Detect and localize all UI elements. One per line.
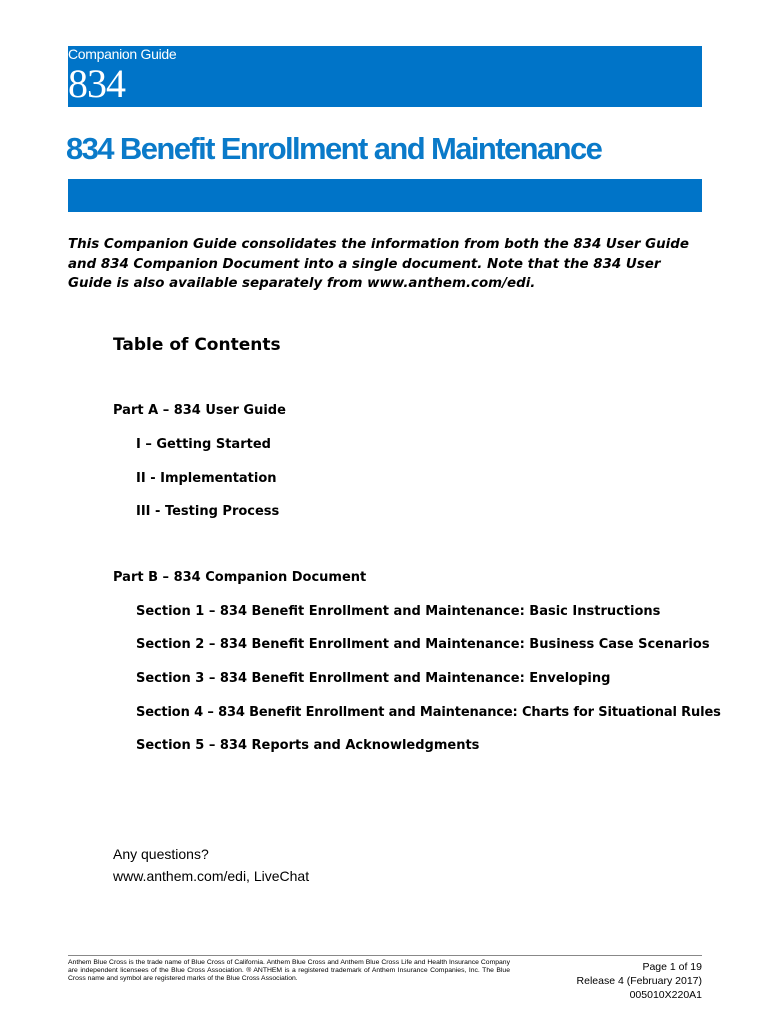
version-code: 005010X220A1 xyxy=(629,989,702,1001)
document-title: 834 Benefit Enrollment and Maintenance xyxy=(66,131,602,166)
footer-divider xyxy=(68,955,702,956)
toc-item-testing-process[interactable]: III - Testing Process xyxy=(136,504,280,519)
intro-paragraph: This Companion Guide consolidates the information from both the 834 User Guide and 834 Companion Document into a single document. Note that the 834 User Guide is also available separately from www.anthem.com/edi. xyxy=(68,237,689,291)
title-band xyxy=(68,179,702,212)
footer-page-info xyxy=(577,960,702,1002)
footer-legal-text: Anthem Blue Cross is the trade name of Blue Cross of California. Anthem Blue Cross and Anthem Blue Cross Life and Health Insurance Company are independent licensees of the Blue Cross Association. ® ANTHEM is a registered trademark of Anthem Insurance Companies, Inc. The Blue Cross name and symbol are registered marks of the Blue Cross Association. xyxy=(68,959,510,982)
toc-item-implementation[interactable]: II - Implementation xyxy=(136,471,277,486)
toc-item-section-1[interactable]: Section 1 – 834 Benefit Enrollment and Maintenance: Basic Instructions xyxy=(136,604,661,619)
page-number: Page 1 of 19 xyxy=(642,961,702,973)
toc-item-section-5[interactable]: Section 5 – 834 Reports and Acknowledgments xyxy=(136,738,480,753)
toc-part-b[interactable]: Part B – 834 Companion Document xyxy=(113,570,367,585)
release-info: Release 4 (February 2017) xyxy=(576,975,702,987)
toc-item-section-3[interactable]: Section 3 – 834 Benefit Enrollment and Maintenance: Enveloping xyxy=(136,671,611,686)
contact-block xyxy=(113,843,309,887)
questions-text: Any questions? xyxy=(113,846,209,862)
toc-heading: Table of Contents xyxy=(113,335,281,355)
header-band xyxy=(68,46,702,107)
toc-item-getting-started[interactable]: I – Getting Started xyxy=(136,437,271,452)
contact-links[interactable]: www.anthem.com/edi, LiveChat xyxy=(113,868,310,884)
toc-item-section-2[interactable]: Section 2 – 834 Benefit Enrollment and Maintenance: Business Case Scenarios xyxy=(136,637,710,652)
toc-part-a[interactable]: Part A – 834 User Guide xyxy=(113,403,286,418)
header-number: 834 xyxy=(68,61,125,106)
toc-item-section-4[interactable]: Section 4 – 834 Benefit Enrollment and Maintenance: Charts for Situational Rules xyxy=(136,705,721,720)
header-label: Companion Guide xyxy=(68,46,177,62)
